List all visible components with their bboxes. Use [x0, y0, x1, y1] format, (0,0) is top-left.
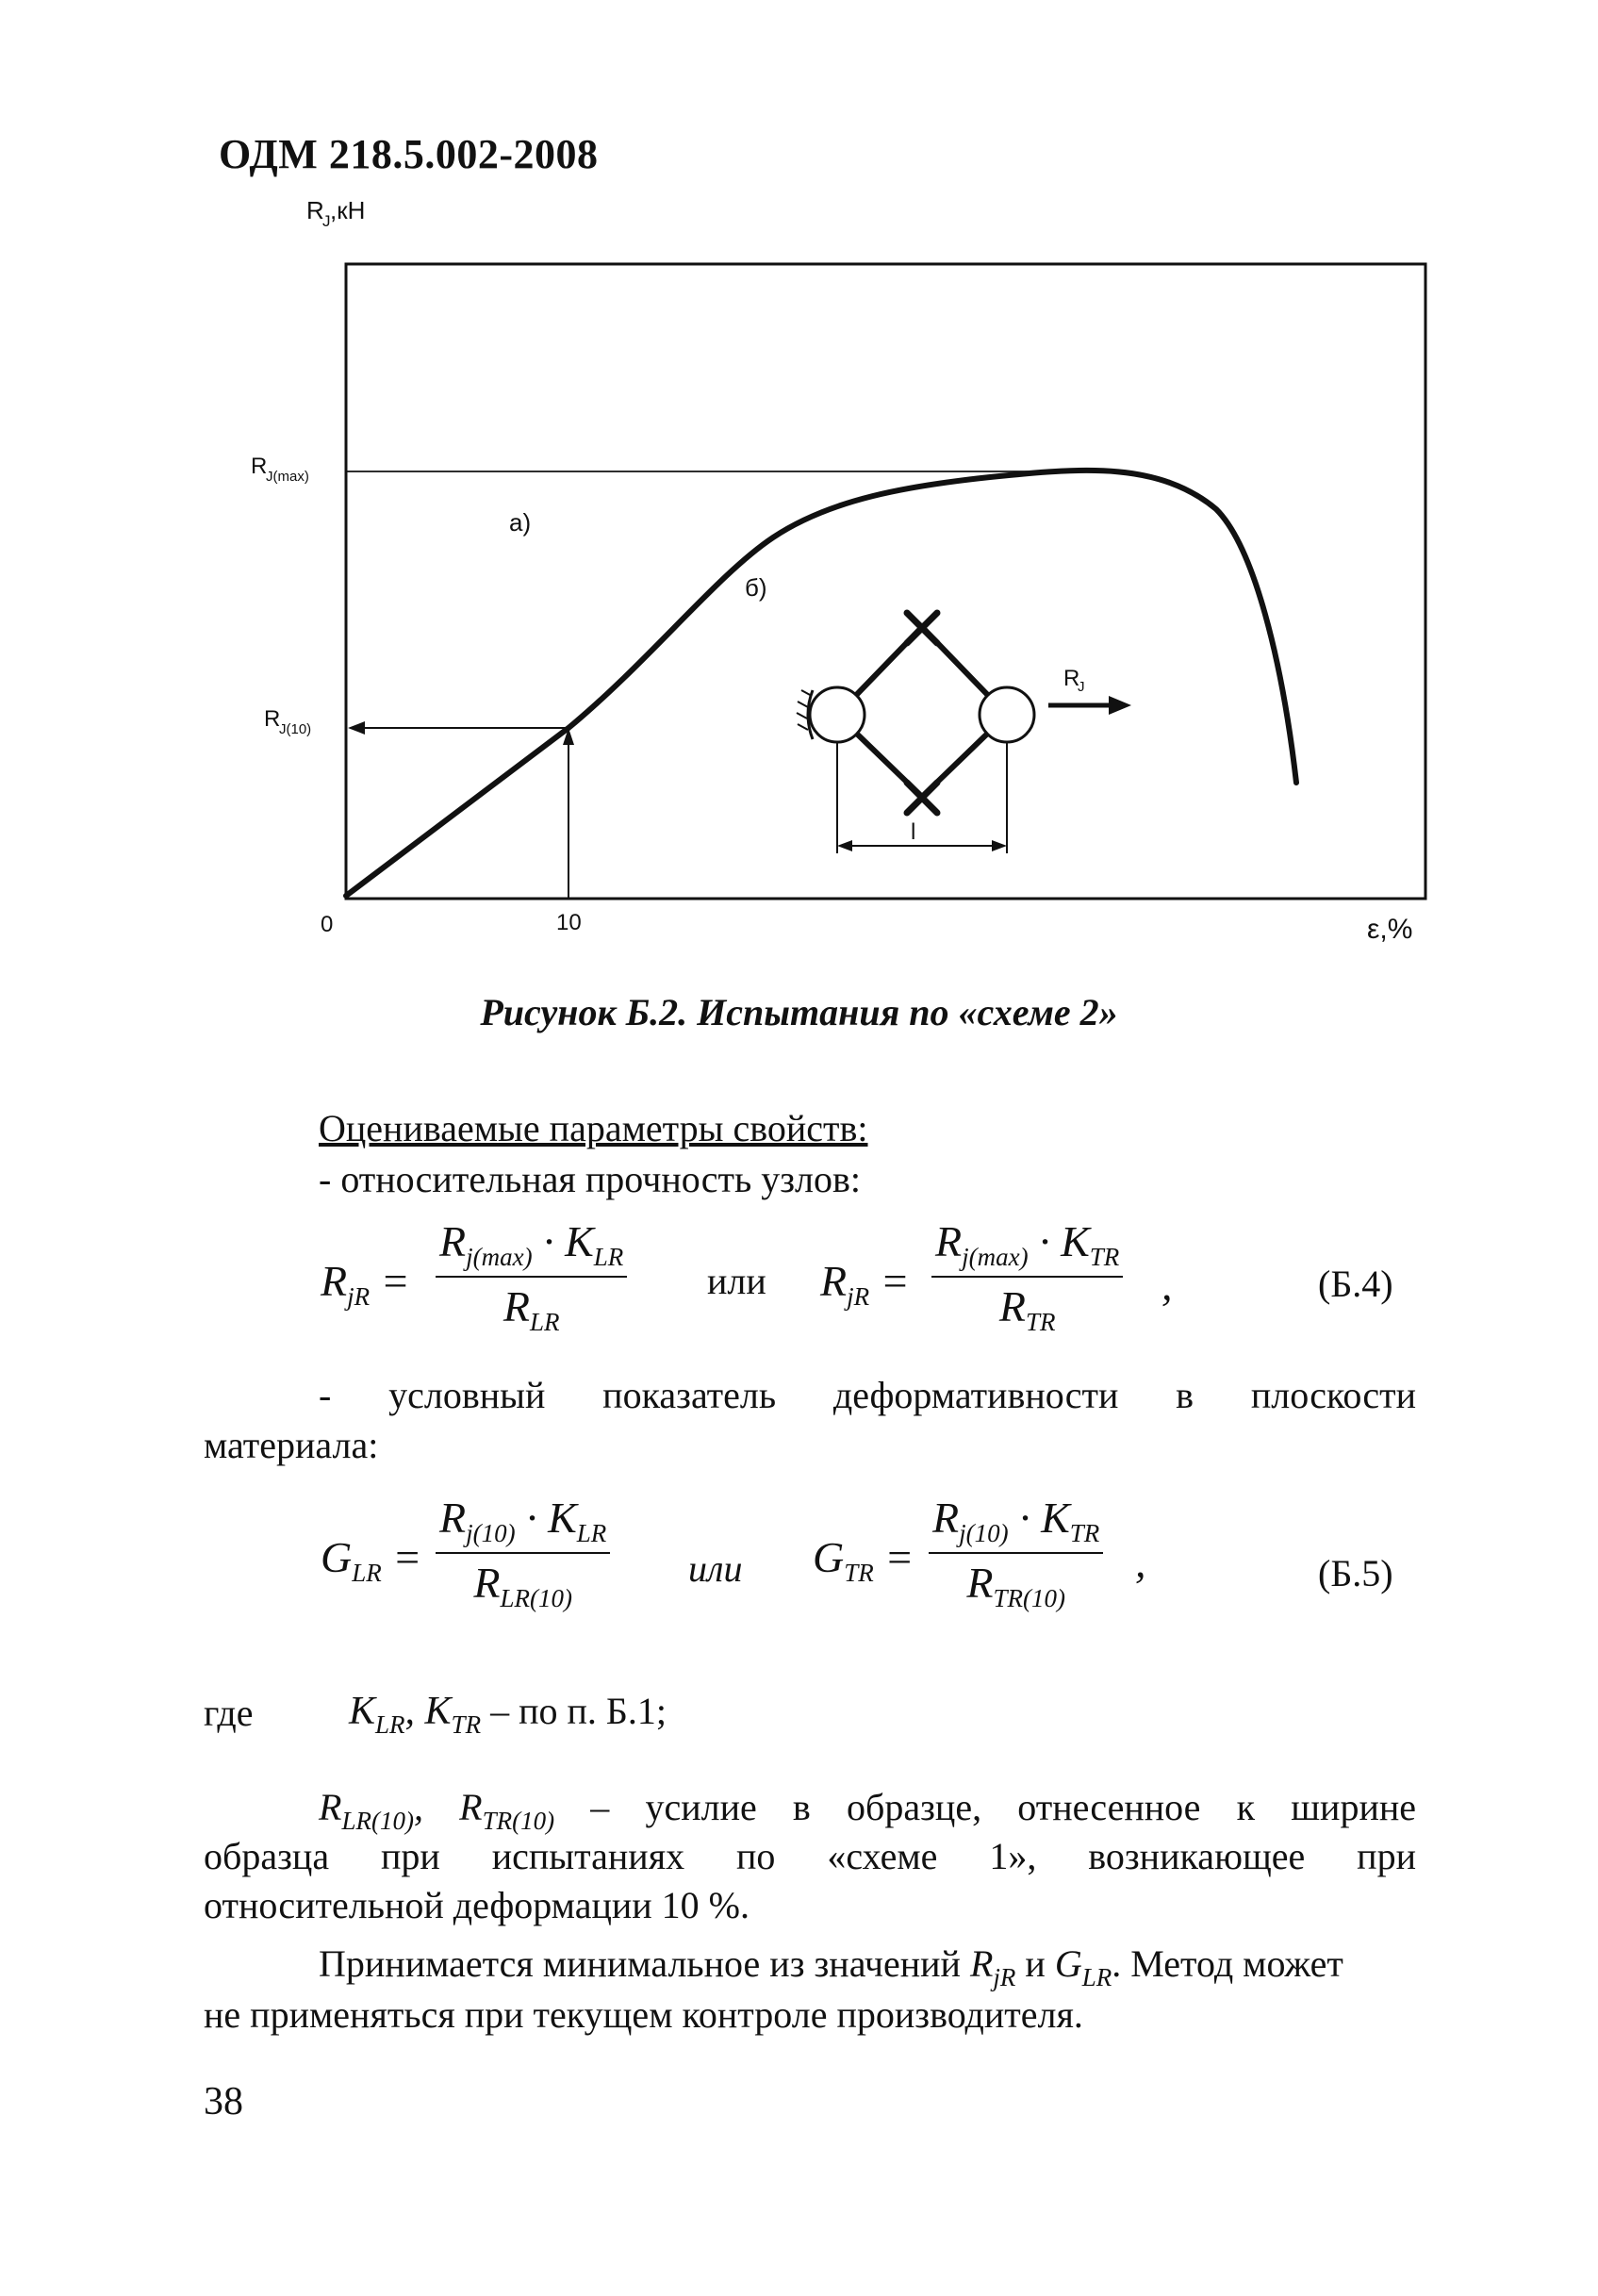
specimen-schematic — [797, 613, 1131, 853]
eq4-lhs-1: $R_{jR}$ = — [321, 1257, 410, 1311]
y-axis-label: R — [306, 196, 324, 224]
plot-frame — [346, 264, 1425, 899]
rlr-definition-line2: образца при испытаниях по «схеме 1», возникающее при — [204, 1835, 1416, 1877]
where-definition-tail: – по п. Б.1; — [490, 1690, 667, 1732]
eq5-or: или — [688, 1547, 743, 1590]
bottom-x-marker — [907, 783, 937, 813]
eq5-comma: , — [1135, 1538, 1146, 1586]
x-tick-label-0: 0 — [321, 912, 334, 937]
eq5-lhs-1: $G_{LR}$ = — [321, 1533, 422, 1587]
where-word: где — [204, 1692, 254, 1734]
final-paragraph-line2: не применяться при текущем контроле производителя. — [204, 1993, 1083, 2036]
y-axis-label-sub: J — [322, 212, 331, 230]
document-code: ОДМ 218.5.002-2008 — [219, 131, 599, 177]
rlr-definition-line1: $R_{LR(10)}$, $R_{TR(10)}$ – усилие в образце, отнесенное к ширине — [319, 1786, 1417, 1835]
y-axis-label-unit: ,кН — [330, 196, 366, 224]
item-deformability-line1: - условный показатель деформативности в плоскости — [319, 1374, 1416, 1416]
eq4-lhs-2: $R_{jR}$ = — [820, 1257, 910, 1311]
item-relative-strength: - относительная прочность узлов: — [319, 1158, 861, 1200]
eq4-or: или — [707, 1260, 766, 1302]
eq5-lhs-2: $G_{TR}$ = — [813, 1533, 914, 1587]
rlr-definition-tail: – усилие в образце, отнесенное к ширине — [590, 1786, 1417, 1828]
figure-caption: Рисунок Б.2. Испытания по «схеме 2» — [480, 991, 1118, 1033]
left-node — [810, 687, 865, 742]
eq5-number: (Б.5) — [1318, 1552, 1393, 1594]
length-label: l — [911, 819, 916, 845]
annotation-a: а) — [509, 508, 532, 537]
eq5-fraction-1: $R_{j(10)} \cdot K_{LR}$ $R_{LR(10)}$ — [436, 1493, 610, 1613]
x-axis-label: ε,% — [1367, 914, 1413, 945]
eq5-fraction-2: $R_{j(10)} \cdot K_{TR}$ $R_{TR(10)}$ — [929, 1493, 1103, 1613]
eq4-fraction-2: $R_{j(max)} \cdot K_{TR}$ $R_{TR}$ — [931, 1216, 1123, 1337]
y-tick-label-r10: R — [264, 706, 281, 732]
force-label: R — [1063, 666, 1080, 691]
right-node — [980, 687, 1034, 742]
eq4-comma: , — [1161, 1261, 1173, 1309]
final-paragraph-line1: Принимается минимальное из значений $R_{jR}$ и $G_{LR}$. Метод может — [319, 1942, 1343, 1991]
force-label-sub: J — [1078, 679, 1085, 695]
x-tick-label-10: 10 — [556, 910, 582, 935]
top-x-marker — [907, 613, 937, 643]
test-diagram-figure — [0, 0, 1598, 981]
final-pre: Принимается минимальное из значений — [319, 1942, 961, 1985]
item-deformability-line2: материала: — [204, 1424, 379, 1466]
final-and: и — [1025, 1942, 1046, 1985]
page-number: 38 — [204, 2080, 243, 2123]
annotation-b: б) — [745, 573, 767, 602]
y-tick-label-rmax: R — [251, 454, 268, 479]
eq4-number: (Б.4) — [1318, 1263, 1393, 1305]
y-tick-label-rmax-sub: J(max) — [266, 469, 309, 485]
final-post: . Метод может — [1112, 1942, 1343, 1985]
where-definition: $K_{LR}$, $K_{TR}$ – по п. Б.1; — [349, 1690, 667, 1739]
y-tick-label-r10-sub: J(10) — [279, 721, 312, 737]
evaluated-parameters-heading: Оцениваемые параметры свойств: — [319, 1107, 868, 1149]
rlr-definition-line3: относительной деформации 10 %. — [204, 1884, 750, 1926]
load-deformation-curve — [346, 471, 1296, 896]
r10-arrowhead — [348, 721, 365, 735]
eq4-fraction-1: $R_{j(max)} \cdot K_{LR}$ $R_{LR}$ — [436, 1216, 627, 1337]
